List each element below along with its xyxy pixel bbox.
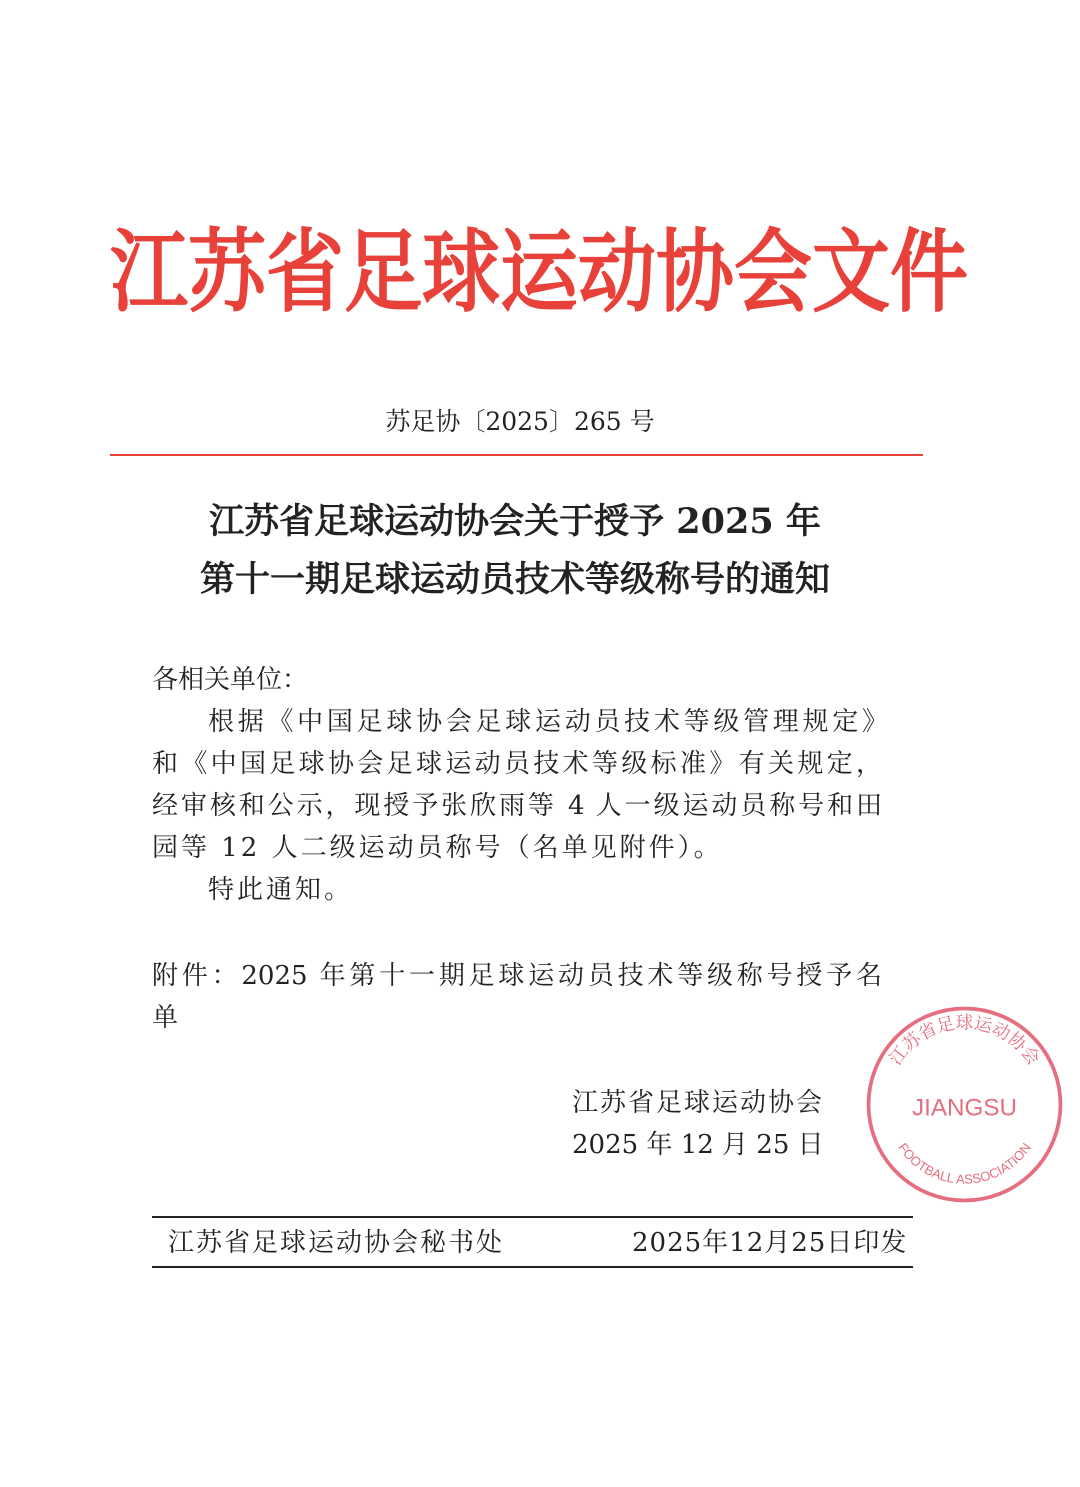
document-number: 苏足协〔2025〕265 号: [385, 407, 655, 436]
signature-date: 2025 年 12 月 25 日: [572, 1130, 824, 1160]
body-line: 和《中国足球协会足球运动员技术等级标准》有关规定，: [152, 749, 882, 779]
red-divider: [110, 454, 923, 456]
document-header-title: 江苏省足球运动协会文件: [110, 220, 969, 325]
svg-text:江苏省足球运动协会: 江苏省足球运动协会: [886, 1013, 1043, 1070]
body-line: 经审核和公示，现授予张欣雨等 4 人一级运动员称号和田: [152, 791, 882, 821]
body-line: 园等 12 人二级运动员称号（名单见附件）。: [152, 833, 723, 863]
attachment-line: 附件：2025 年第十一期足球运动员技术等级称号授予名: [152, 961, 882, 991]
notice-title-line2: 第十一期足球运动员技术等级称号的通知: [199, 559, 830, 600]
closing: 特此通知。: [208, 875, 354, 905]
attachment-line: 单: [152, 1003, 179, 1033]
notice-title-line1: 江苏省足球运动协会关于授予 2025 年: [209, 501, 821, 542]
salutation: 各相关单位：: [152, 665, 309, 695]
footer-bottom-rule: [152, 1266, 913, 1268]
official-seal: [862, 1002, 1067, 1207]
svg-text:JIANGSU: JIANGSU: [912, 1094, 1017, 1122]
body-line: 根据《中国足球协会足球运动员技术等级管理规定》: [208, 707, 888, 737]
signature-org: 江苏省足球运动协会: [572, 1088, 825, 1118]
svg-text:FOOTBALL ASSOCIATION: FOOTBALL ASSOCIATION: [895, 1140, 1034, 1187]
footer-issuer: 江苏省足球运动协会秘书处: [168, 1228, 505, 1258]
footer-issue-date: 2025年12月25日印发: [632, 1228, 908, 1258]
footer-top-rule: [152, 1216, 913, 1218]
